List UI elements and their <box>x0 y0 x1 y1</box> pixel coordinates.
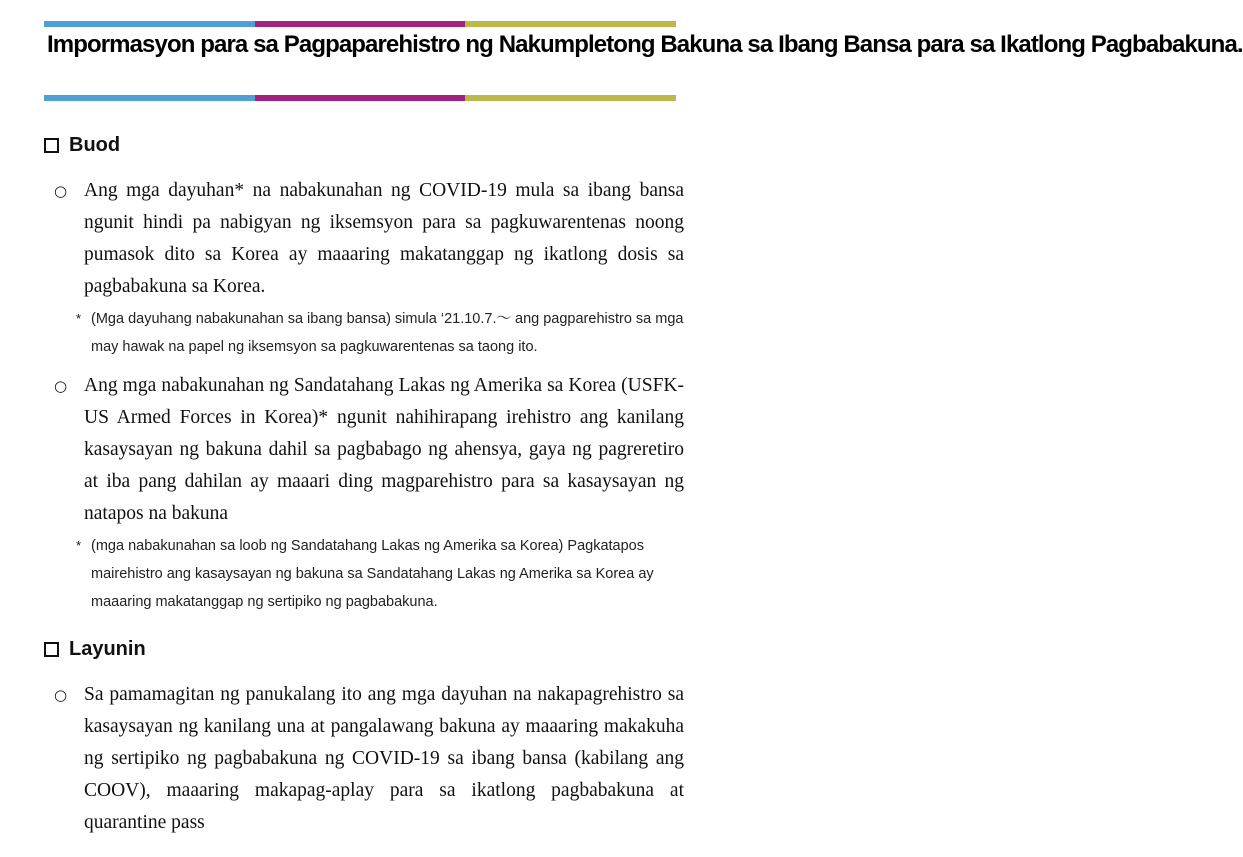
asterisk-icon: * <box>76 311 82 326</box>
circle-bullet-icon: ○ <box>54 686 68 704</box>
bar-segment-purple <box>255 21 466 27</box>
footnote-text: (mga nabakunahan sa loob ng Sandatahang Lakas ng Amerika sa Korea) Pagkatapos mairehistro ang kasaysayan ng bakuna sa Sandatahang Lakas ng Amerika sa Korea ay maaaring makatanggap ng sertipiko ng pagbabakuna. <box>91 538 654 610</box>
section-title: Buod <box>69 134 121 156</box>
section-heading-buod <box>44 134 120 157</box>
bar-segment-olive <box>465 95 676 101</box>
bar-segment-olive <box>465 21 676 27</box>
bullet-item <box>54 370 684 532</box>
bar-segment-purple <box>255 95 466 101</box>
footnote <box>76 532 684 618</box>
bullet-text: Ang mga nabakunahan ng Sandatahang Lakas ng Amerika sa Korea (USFK- US Armed Forces in Korea)* ngunit nahihirapang irehistro ang kanilang kasaysayan ng bakuna dahil sa pagbabago ng ahensya, gaya ng pagreretiro at iba pang dahilan ay maaari ding magparehistro para sa kasaysayan ng natapos na bakuna <box>84 375 684 524</box>
checkbox-icon <box>44 642 59 657</box>
bullet-text: Ang mga dayuhan* na nabakunahan ng COVID-19 mula sa ibang bansa ngunit hindi pa nabigyan ng iksemsyon para sa pagkuwarentenas noong pumasok dito sa Korea ay maaaring makatanggap ng ikatlong dosis sa pagbabakuna sa Korea. <box>84 180 684 297</box>
title-banner <box>44 21 1243 101</box>
circle-bullet-icon: ○ <box>54 182 68 200</box>
section-heading-layunin <box>44 638 146 661</box>
bullet-item <box>54 175 684 305</box>
footnote-text: (Mga dayuhang nabakunahan sa ibang bansa) simula ‘21.10.7.～ ang pagparehistro sa mga may hawak na papel ng iksemsyon sa pagkuwarentenas sa taong ito. <box>91 311 684 355</box>
footnote <box>76 305 684 365</box>
bullet-item <box>54 679 684 847</box>
circle-bullet-icon: ○ <box>54 377 68 395</box>
checkbox-icon <box>44 138 59 153</box>
section-title: Layunin <box>69 638 146 660</box>
title-top-bar <box>44 21 676 27</box>
asterisk-icon: * <box>76 538 82 553</box>
bar-segment-blue <box>44 95 255 101</box>
page-title: Impormasyon para sa Pagpaparehistro ng Nakumpletong Bakuna sa Ibang Bansa para sa Ikatlong Pagbabakuna. <box>47 31 1243 58</box>
bullet-text: Sa pamamagitan ng panukalang ito ang mga dayuhan na nakapagrehistro sa kasaysayan ng kanilang una at pangalawang bakuna ay maaaring makakuha ng sertipiko ng pagbabakuna ng COVID-19 sa ibang bansa (kabilang ang COOV), maaaring makapag-aplay para sa ikatlong pagbabakuna at quarantine pass <box>84 684 684 833</box>
title-bottom-bar <box>44 95 676 101</box>
bar-segment-blue <box>44 21 255 27</box>
